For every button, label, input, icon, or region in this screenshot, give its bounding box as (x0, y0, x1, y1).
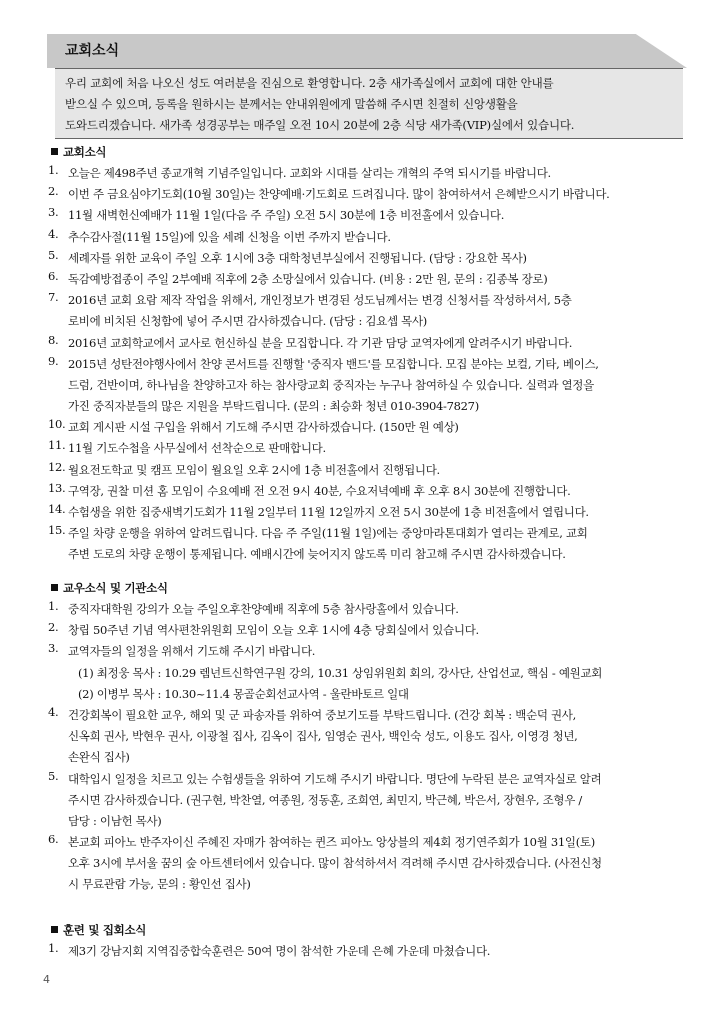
item-text-line: 제3기 강남지회 지역집중합숙훈련은 50여 명이 참석한 가운데 은혜 가운데 마쳤습니다. (68, 944, 491, 958)
list-item (40, 641, 690, 662)
item-number: 12. (48, 459, 66, 474)
list-item (40, 523, 690, 565)
intro-box (55, 68, 683, 139)
list-item (40, 460, 690, 481)
item-number: 6. (48, 268, 59, 283)
item-number: 13. (48, 480, 66, 495)
item-text-line: 주변 도로의 차량 운행이 통제됩니다. 예배시간에 늦어지지 않도록 미리 참고해 주시면 감사하겠습니다. (68, 547, 566, 562)
item-text-line: 수험생을 위한 집중새벽기도회가 11월 2일부터 11월 12일까지 오전 5시 30분에 1층 비전홀에서 열립니다. (68, 505, 589, 519)
item-text-line: 창립 50주년 기념 역사편찬위원회 모임이 오늘 오후 1시에 4층 당회실에서 있습니다. (68, 623, 479, 638)
item-number: 7. (48, 290, 59, 305)
item-text-line: 교역자들의 일정을 위해서 기도해 주시기 바랍니다. (68, 644, 316, 659)
list-item (40, 248, 690, 269)
item-text-line: 건강회복이 필요한 교우, 해외 및 군 파송자를 위하여 중보기도를 부탁드립니다. (건강 회복 : 백순덕 권사, (68, 707, 576, 722)
item-text-line: 로비에 비치된 신청함에 넣어 주시면 감사하겠습니다. (담당 : 김요셉 목사) (68, 314, 427, 329)
list-item (40, 663, 690, 684)
item-number: 2. (48, 184, 59, 199)
item-text-line: 11월 기도수첩을 사무실에서 선착순으로 판매합니다. (68, 441, 326, 456)
item-text-line: 이번 주 금요심야기도회(10월 30일)는 찬양예배·기도회로 드려집니다. 많이 참여하셔서 은혜받으시기 바랍니다. (68, 187, 610, 202)
section-heading (40, 142, 690, 163)
item-number: 3. (48, 205, 59, 220)
list-item (40, 354, 690, 418)
list-item (40, 227, 690, 248)
item-number: 10. (48, 417, 66, 432)
square-bullet-icon (51, 584, 58, 591)
item-text-line: 추수감사절(11월 15일)에 있을 세례 신청을 이번 주까지 받습니다. (68, 229, 391, 244)
item-number: 14. (48, 502, 66, 516)
square-bullet-icon (51, 926, 58, 933)
item-text-line: 손완식 집사) (68, 750, 130, 765)
list-item (40, 684, 690, 705)
square-bullet-icon (51, 148, 58, 155)
list-item (40, 705, 690, 769)
item-text-line: 신옥희 권사, 박현우 권사, 이광철 집사, 김옥이 집사, 임영순 권사, 백인숙 성도, 이용도 집사, 이영경 청년, (68, 729, 578, 744)
intro-line: 받으실 수 있으며, 등록을 원하시는 분께서는 안내위원에게 말씀해 주시면 친절히 신앙생활을 (65, 97, 518, 111)
section-member-news (40, 578, 690, 896)
list-item (40, 599, 690, 620)
section-heading (40, 578, 690, 599)
item-text-line: 구역장, 권찰 미션 홈 모임이 수요예배 전 오전 9시 40분, 수요저녁예배 후 오후 8시 30분에 진행합니다. (68, 483, 571, 498)
item-text-line: 오늘은 제498주년 종교개혁 기념주일입니다. 교회와 시대를 살리는 개혁의 주역 되시기를 바랍니다. (68, 166, 551, 180)
section-heading (40, 920, 690, 941)
list-item (40, 481, 690, 502)
item-text-line: 오후 3시에 부서울 꿈의 숲 아트센터에서 있습니다. 많이 참석하셔서 격려해 주시면 감사하겠습니다. (사전신청 (68, 856, 602, 871)
item-number: 2. (48, 620, 59, 635)
list-item (40, 205, 690, 226)
list-item (40, 290, 690, 332)
item-number: 1. (48, 163, 59, 177)
item-text-line: 2016년 교회 요람 제작 작업을 위해서, 개인정보가 변경된 성도님께서는 변경 신청서를 작성하셔서, 5층 (68, 293, 572, 308)
list-item (40, 184, 690, 205)
item-number: 8. (48, 332, 59, 347)
list-item (40, 832, 690, 896)
item-text-line: 담당 : 이남헌 목사) (68, 813, 162, 828)
item-text-line: 본교회 피아노 반주자이신 주혜진 자매가 참여하는 퀸즈 피아노 앙상블의 제4회 정기연주회가 10월 31일(토) (68, 835, 595, 850)
item-number: 5. (48, 768, 59, 783)
item-text-line: 시 무료관람 가능, 문의 : 황인선 집사) (68, 877, 251, 892)
item-text-line: 2016년 교회학교에서 교사로 헌신하실 분을 모집합니다. 각 기관 담당 교역자에게 알려주시기 바랍니다. (68, 335, 573, 350)
item-text-line: 월요전도학교 및 캠프 모임이 월요일 오후 2시에 1층 비전홀에서 진행됩니다. (68, 462, 440, 477)
section-title: 교우소식 및 기관소식 (63, 581, 168, 595)
item-text-line: 가진 중직자분들의 많은 지원을 부탁드립니다. (문의 : 최승화 청년 010-3904-7827) (68, 399, 479, 414)
intro-line: 우리 교회에 처음 나오신 성도 여러분을 진심으로 환영합니다. 2층 새가족실에서 교회에 대한 안내를 (65, 76, 554, 90)
item-number: 15. (48, 523, 66, 538)
section-title: 훈련 및 집회소식 (63, 923, 147, 937)
page-number: 4 (43, 973, 50, 986)
item-text-line: 중직자대학원 강의가 오늘 주일오후찬양예배 직후에 5층 참사랑홀에서 있습니다. (68, 602, 459, 616)
item-number: 1. (48, 941, 59, 955)
item-text-line: 교회 게시판 시설 구입을 위해서 기도해 주시면 감사하겠습니다. (150만 원 예상) (68, 420, 459, 435)
item-text-line: 주시면 감사하겠습니다. (권구현, 박찬열, 여종원, 정동훈, 조희연, 최민지, 박근혜, 박은서, 장현우, 조형우 / (68, 792, 582, 807)
list-item (40, 620, 690, 641)
item-number: 3. (48, 641, 59, 656)
section-title: 교회소식 (63, 145, 107, 159)
item-text-line: (1) 최정웅 목사 : 10.29 렘넌트신학연구원 강의, 10.31 상임위원회 회의, 강사단, 산업선교, 핵심 - 예원교회 (78, 665, 603, 680)
item-text-line: 독감예방접종이 주일 2부예배 직후에 2층 소망실에서 있습니다. (비용 : 2만 원, 문의 : 김종복 장로) (68, 271, 548, 286)
list-item (40, 438, 690, 459)
item-text-line: 세례자를 위한 교육이 주일 오후 1시에 3층 대학청년부실에서 진행됩니다. (담당 : 강요한 목사) (68, 250, 527, 265)
list-item (40, 417, 690, 438)
section-church-news (40, 142, 690, 566)
item-text-line: 드럼, 건반이며, 하나님을 찬양하고자 하는 참사랑교회 중직자는 누구나 참여하실 수 있습니다. 실력과 열정을 (68, 377, 594, 392)
section-training-news (40, 920, 690, 962)
list-item (40, 333, 690, 354)
list-item (40, 769, 690, 833)
item-number: 9. (48, 353, 59, 368)
item-number: 6. (48, 832, 59, 847)
list-item (40, 163, 690, 184)
list-item (40, 941, 690, 962)
item-text-line: 주일 차량 운행을 위하여 알려드립니다. 다음 주 주일(11월 1일)에는 중앙마라톤대회가 열리는 관계로, 교회 (68, 526, 588, 541)
item-text-line: 11월 새벽헌신예배가 11월 1일(다음 주 주일) 오전 5시 30분에 1층 비전홀에서 있습니다. (68, 208, 505, 223)
intro-line: 도와드리겠습니다. 새가족 성경공부는 매주일 오전 10시 20분에 2층 식당 새가족(VIP)실에서 있습니다. (65, 118, 575, 132)
item-number: 4. (48, 704, 59, 719)
item-text-line: 2015년 성탄전야행사에서 찬양 콘서트를 진행할 '중직자 밴드'를 모집합니다. 모집 분야는 보컬, 기타, 베이스, (68, 356, 599, 371)
list-item (40, 502, 690, 523)
item-text-line: (2) 이병부 목사 : 10.30~11.4 몽골순회선교사역 - 울란바토르 일대 (78, 686, 409, 701)
list-item (40, 269, 690, 290)
item-number: 4. (48, 226, 59, 241)
item-text-line: 대학입시 일정을 치르고 있는 수험생들을 위하여 기도해 주시기 바랍니다. 명단에 누락된 분은 교역자실로 알려 (68, 771, 602, 786)
item-number: 5. (48, 247, 59, 262)
page-title: 교회소식 (65, 43, 120, 59)
header-bar (47, 34, 687, 68)
item-number: 1. (48, 599, 59, 613)
item-number: 11. (48, 438, 66, 453)
